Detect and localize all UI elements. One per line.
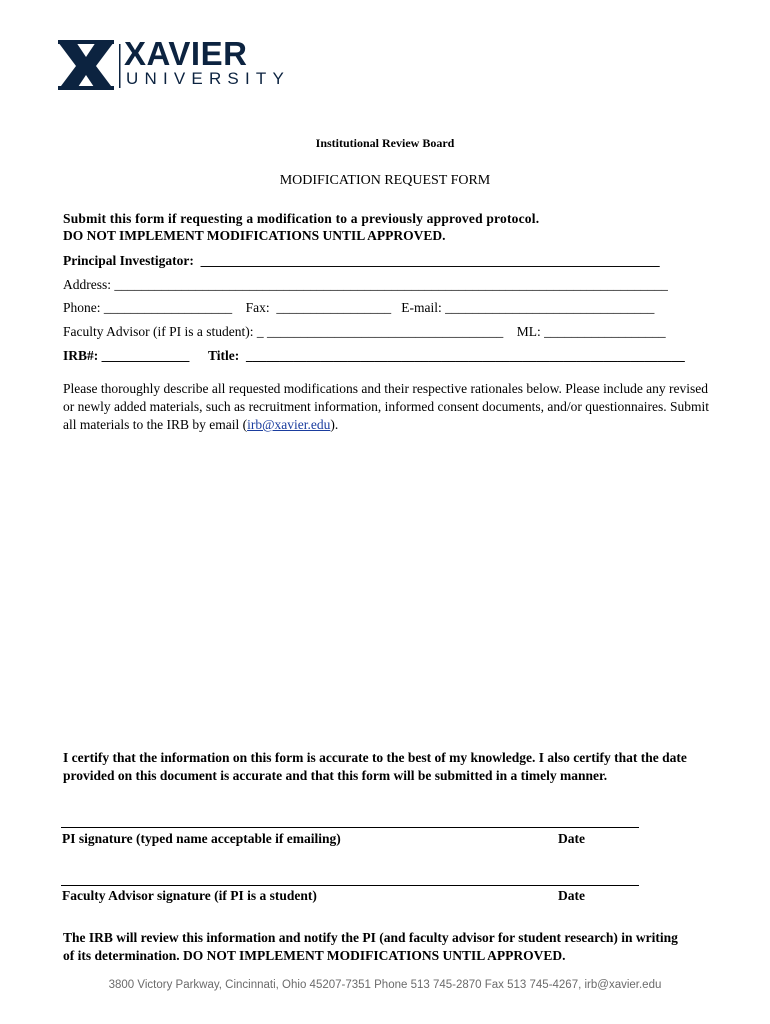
certification-statement: I certify that the information on this form is accurate to the best of my knowledge. I also certify that the date provided on this document is accurate and that this form will be submitted in a timely manner. <box>63 750 687 783</box>
pi-signature-label: PI signature (typed name acceptable if emailing) <box>62 831 341 846</box>
logo-sub-text: UNIVERSITY <box>126 69 291 88</box>
faculty-advisor-field[interactable]: Faculty Advisor (if PI is a student): _ ___________________________________ ML: __________________ <box>63 324 666 339</box>
irb-email-link[interactable]: irb@xavier.edu <box>247 417 331 432</box>
board-heading: Institutional Review Board <box>315 136 455 150</box>
advisor-signature-label: Faculty Advisor signature (if PI is a student) <box>62 888 317 903</box>
form-title: MODIFICATION REQUEST FORM <box>279 173 491 188</box>
intro-line-2: DO NOT IMPLEMENT MODIFICATIONS UNTIL APPROVED. <box>63 228 446 243</box>
advisor-date-label: Date <box>558 888 585 903</box>
advisor-signature-line[interactable] <box>61 885 639 886</box>
pi-date-label: Date <box>558 831 585 846</box>
logo-brand-text: XAVIER <box>124 35 248 72</box>
instructions-paragraph <box>63 380 713 434</box>
pi-signature-line[interactable] <box>61 827 639 828</box>
footer-address: 3800 Victory Parkway, Cincinnati, Ohio 45207-7351 Phone 513 745-2870 Fax 513 745-4267, irb@xavier.edu <box>108 979 662 991</box>
x-mark-icon <box>58 40 114 90</box>
instructions-text-end: ). <box>330 417 339 432</box>
title-field[interactable]: Title: _________________________________________________________________ <box>208 348 685 363</box>
intro-line-1: Submit this form if requesting a modification to a previously approved protocol. <box>63 211 540 226</box>
closing-statement: The IRB will review this information and notify the PI (and faculty advisor for student research) in writing of its determination. DO NOT IMPLEMENT MODIFICATIONS UNTIL APPROVED. <box>63 930 678 963</box>
principal-investigator-field[interactable]: Principal Investigator: ____________________________________________________________________ <box>63 253 660 268</box>
address-field[interactable]: Address: __________________________________________________________________________________ <box>63 277 668 292</box>
phone-fax-email-field[interactable]: Phone: ___________________ Fax: _________________ E-mail: _______________________________ <box>63 300 655 315</box>
instructions-text: Please thoroughly describe all requested modifications and their respective rationales below. Please include any revised or newly added materials, such as recruitment information, informed consent documents, and/or questionnaires. Submit all materials to the IRB by email ( <box>63 381 709 432</box>
irb-number-field[interactable]: IRB#: _____________ <box>63 348 190 363</box>
